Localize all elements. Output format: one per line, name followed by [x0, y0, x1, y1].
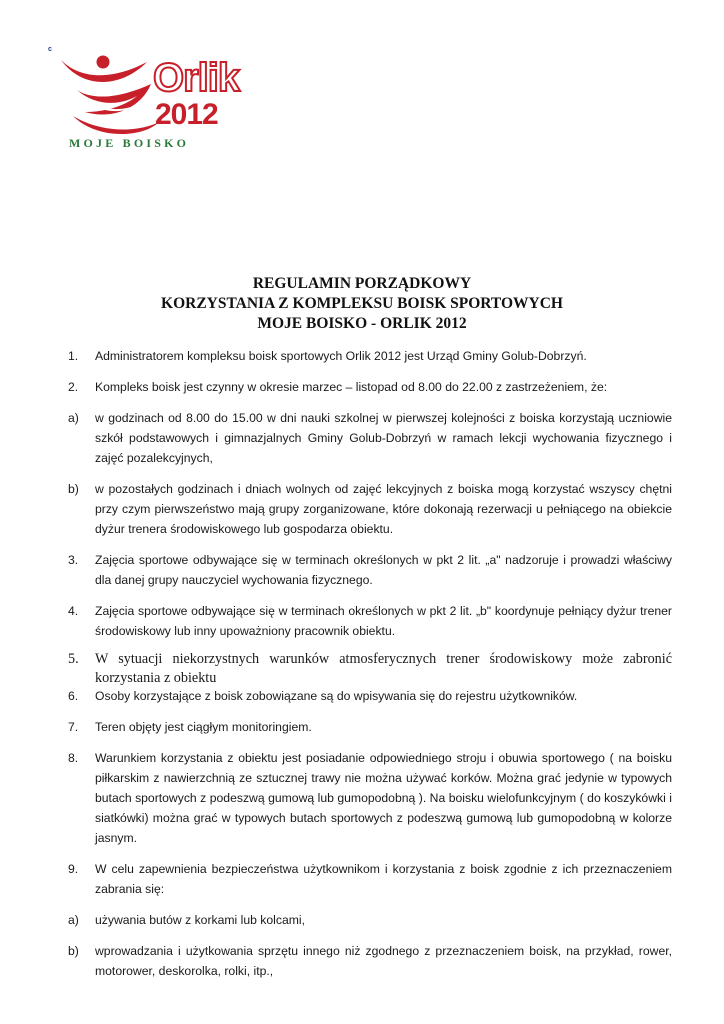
item-text: wprowadzania i użytkowania sprzętu innego niż zgodnego z przeznaczeniem boisk, na przykład, rower, motorower, deskorolka, rolki, itp., [95, 944, 672, 978]
orlik-logo [55, 50, 240, 155]
rules-list [68, 346, 672, 981]
list-item [68, 717, 672, 737]
list-item [68, 377, 672, 397]
list-item [68, 550, 672, 590]
list-item [68, 601, 672, 641]
item-marker: 4. [68, 604, 79, 618]
item-text: w pozostałych godzinach i dniach wolnych od zajęć lekcyjnych z boiska mogą korzystać wszyscy chętni przy czym pierwszeństwo mają grupy zorganizowane, które dokonają rezerwacji u pełniącego na obiekcie dyżur trenera środowiskowego lub gospodarza obiektu. [95, 482, 672, 536]
list-item [68, 859, 672, 899]
item-text: w godzinach od 8.00 do 15.00 w dni nauki szkolnej w pierwszej kolejności z boiska korzystają uczniowie szkół podstawowych i gimnazjalnych Gminy Golub-Dobrzyń w ramach lekcji wychowania fizycznego i zajęć pozalekcyjnych, [95, 411, 672, 465]
list-item [68, 408, 672, 468]
item-text: Zajęcia sportowe odbywające się w terminach określonych w pkt 2 lit. „a" nadzoruje i prowadzi właściwy dla danej grupy nauczyciel wychowania fizycznego. [95, 553, 672, 587]
title-line-3: MOJE BOISKO - ORLIK 2012 [257, 315, 467, 332]
item-text: Warunkiem korzystania z obiektu jest posiadanie odpowiedniego stroju i obuwia sportowego ( na boisku piłkarskim z nawierzchnią ze sztucznej trawy nie można używać korków. Można grać jedynie w typowych butach sportowych z podeszwą gumową lub gumopodobną ). Na boisku wielofunkcyjnym ( do koszykówki i siatkówki) można grać w typowych butach sportowych z podeszwą gumową lub gumopodobną w kolorze jasnym. [95, 751, 672, 845]
item-marker: 5. [68, 651, 79, 667]
list-item [68, 910, 672, 930]
list-item [68, 479, 672, 539]
item-marker: 9. [68, 862, 79, 876]
item-marker: a) [68, 913, 79, 927]
item-text: Teren objęty jest ciągłym monitoringiem. [95, 720, 312, 734]
item-text: Osoby korzystające z boisk zobowiązane są do wpisywania się do rejestru użytkowników. [95, 689, 578, 703]
item-marker: b) [68, 482, 79, 496]
item-text: Kompleks boisk jest czynny w okresie marzec – listopad od 8.00 do 22.00 z zastrzeżeniem, że: [95, 380, 608, 394]
logo-subtitle: MOJE BOISKO [69, 136, 190, 150]
document-title [0, 274, 724, 334]
list-item [68, 650, 672, 688]
corner-mark: c [48, 46, 52, 53]
item-text: używania butów z korkami lub kolcami, [95, 913, 305, 927]
item-marker: b) [68, 944, 79, 958]
item-text: W sytuacji niekorzystnych warunków atmosferycznych trener środowiskowy może zabronić korzystania z obiektu [95, 651, 672, 686]
item-text: Zajęcia sportowe odbywające się w terminach określonych w pkt 2 lit. „b" koordynuje pełniący dyżur trener środowiskowy lub inny upoważniony pracownik obiektu. [95, 604, 672, 638]
list-item [68, 941, 672, 981]
item-marker: 3. [68, 553, 79, 567]
list-item [68, 686, 672, 706]
item-marker: 7. [68, 720, 79, 734]
title-line-2: KORZYSTANIA Z KOMPLEKSU BOISK SPORTOWYCH [161, 295, 563, 312]
item-marker: 1. [68, 349, 79, 363]
list-item [68, 346, 672, 366]
logo-year: 2012 [155, 98, 218, 131]
item-marker: a) [68, 411, 79, 425]
item-text: Administratorem kompleksu boisk sportowych Orlik 2012 jest Urząd Gminy Golub-Dobrzyń. [95, 349, 587, 363]
list-item [68, 748, 672, 848]
title-line-1: REGULAMIN PORZĄDKOWY [252, 275, 472, 292]
item-marker: 8. [68, 751, 79, 765]
logo-name: Orlik [153, 56, 240, 100]
item-text: W celu zapewnienia bezpieczeństwa użytkownikom i korzystania z boisk zgodnie z ich przeznaczeniem zabrania się: [95, 862, 672, 896]
item-marker: 2. [68, 380, 79, 394]
item-marker: 6. [68, 689, 79, 703]
